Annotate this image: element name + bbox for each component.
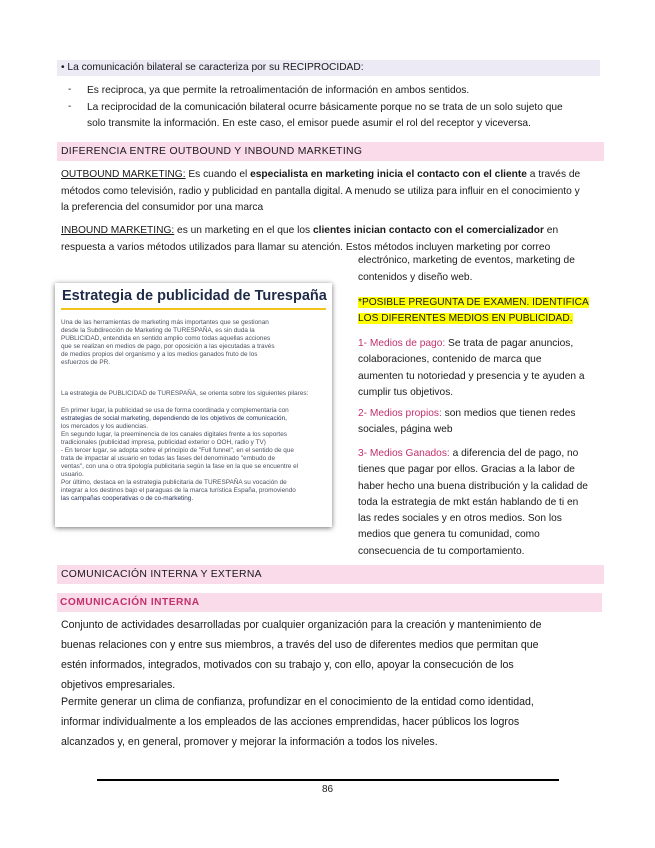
screenshot-strategy: La estrategia de PUBLICIDAD de TURESPAÑA, se orienta sobre los siguientes pilares: — [61, 390, 309, 397]
medios-ganados-line: a diferencia del de pago, no — [449, 448, 579, 459]
screenshot-intro-line: desde la Subdirección de Marketing de TURESPAÑA, es sin duda la — [61, 327, 255, 334]
inbound-line-1 — [61, 223, 601, 239]
inbound-continuation — [358, 253, 598, 286]
screenshot-pillars — [61, 407, 327, 503]
screenshot-pillar-line: usuario. — [61, 471, 84, 478]
subheading-comunicacion-interna: COMUNICACIÓN INTERNA — [57, 593, 602, 612]
screenshot-intro-line: de medios propios del organismo y a los medios ganados fruto de los — [61, 351, 258, 358]
medios-propios — [358, 406, 598, 439]
medios-pago-line: aumenten tu notoriedad y presencia y te ayuden a — [358, 370, 585, 382]
medios-pago — [358, 336, 598, 401]
medios-pago-line: Se trata de pagar anuncios, — [445, 338, 574, 349]
interna-p2-line: alcanzados y, en general, promover y mejorar la información a todos los niveles. — [61, 736, 438, 748]
screenshot-intro-line: que se realizan en medios de pago, por oposición a las ejecutadas a través — [61, 343, 275, 350]
medios-ganados-line: consecuencia de tu comportamiento. — [358, 545, 525, 557]
outbound-post: a través de — [526, 169, 581, 180]
interna-p1-line: Conjunto de actividades desarrolladas por cualquier organización para la creación y mantenimiento de — [61, 619, 542, 631]
medios-ganados-line: medios que genera tu comunidad, como — [358, 529, 540, 541]
reciprocity-bullet — [57, 60, 600, 76]
outbound-line-2: métodos como televisión, radio y publicidad en pantalla digital. A menudo se utiliza para influir en el conocimiento y — [61, 185, 580, 197]
interna-p1-line: objetivos empresariales. — [61, 679, 176, 691]
screenshot-pillar-line: Por último, destaca en la estrategia publicitaria de TURESPAÑA su vocación de — [61, 479, 287, 486]
interna-p1-line: estén informados, integrados, motivados con su trabajo y, con ello, apoyar la consecución de los — [61, 659, 514, 671]
screenshot-intro-line: PUBLICIDAD, entendida en sentido amplio como todas aquellas acciones — [61, 335, 271, 342]
medios-ganados-line: haber hecho una buena distribución y la calidad de — [358, 480, 588, 492]
dash-item-2-cont: solo transmite la información. En este caso, el emisor puede asumir el rol del receptor y viceversa. — [87, 118, 531, 129]
screenshot-pillar-line: integrar a los destinos bajo el paraguas de la marca turística España, promoviendo — [61, 487, 296, 494]
outbound-paragraph — [61, 167, 601, 216]
dash-marker: - — [68, 84, 72, 95]
exam-note-line-1: *POSIBLE PREGUNTA DE EXAMEN. IDENTIFICA — [358, 297, 589, 308]
turespana-screenshot — [55, 283, 332, 527]
outbound-line-1 — [61, 167, 601, 183]
screenshot-pillar-line: trata de impactar al usuario en todas las fases del denominado "embudo de — [61, 455, 276, 462]
medios-propios-label: 2- Medios propios: — [358, 408, 442, 419]
dash-item-1: Es reciproca, ya que permite la retroalimentación de información en ambos sentidos. — [87, 85, 470, 96]
page-number: 86 — [321, 784, 334, 795]
outbound-line-3: la preferencia del consumidor por una marca — [61, 202, 264, 213]
exam-note-line-2: LOS DIFERENTES MEDIOS EN PUBLICIDAD. — [358, 313, 573, 324]
medios-ganados-label: 3- Medios Ganados: — [358, 448, 450, 459]
interna-paragraph-1 — [61, 615, 595, 695]
screenshot-title-underline — [61, 308, 326, 310]
screenshot-pillar-line: los mercados y los audiencias. — [61, 423, 149, 430]
exam-note — [358, 295, 589, 327]
inbound-pre: es un marketing en el que los — [174, 225, 313, 236]
screenshot-pillar-line: estrategias de social marketing, dependiendo de los objetivos de comunicación, — [61, 415, 287, 422]
interna-p2-line: Permite generar un clima de confianza, profundizar en el conocimiento de la entidad como identidad, — [61, 696, 534, 708]
screenshot-pillar-line: En segundo lugar, la preeminencia de los canales digitales frente a los soportes — [61, 431, 287, 438]
medios-ganados-line: tienes que pagar por ellos. Gracias a la labor de — [358, 464, 575, 476]
medios-pago-line: colaboraciones, contenido de marca que — [358, 354, 542, 366]
outbound-bold: especialista en marketing inicia el contacto con el cliente — [250, 169, 527, 180]
screenshot-pillar-line: ventas", con una o otra tipología publicitaria según la fase en la que se encuentre el — [61, 463, 299, 470]
section-heading-outbound-inbound: DIFERENCIA ENTRE OUTBOUND Y INBOUND MARKETING — [57, 142, 604, 161]
reciprocity-intro: La comunicación bilateral se caracteriza por su RECIPROCIDAD: — [67, 62, 364, 73]
interna-p1-line: buenas relaciones con y entre sus miembros, a través del uso de diferentes medios que permitan que — [61, 639, 539, 651]
inbound-right-line-2: contenidos y diseño web. — [358, 271, 473, 283]
dash-item-2: La reciprocidad de la comunicación bilateral ocurre básicamente porque no se trata de un solo sujeto que — [87, 102, 563, 113]
interna-paragraph-2 — [61, 692, 595, 752]
medios-ganados-line: las redes sociales y en otros medios. Son los — [358, 513, 562, 525]
screenshot-intro-line: esfuerzos de PR. — [61, 359, 111, 366]
screenshot-intro-line: Una de las herramientas de marketing más importantes que se gestionan — [61, 319, 269, 326]
inbound-post: en — [543, 225, 559, 236]
dash-marker: - — [68, 101, 72, 112]
medios-propios-line: son medios que tienen redes — [441, 408, 576, 419]
outbound-pre: Es cuando el — [185, 169, 251, 180]
medios-propios-line: sociales, página web — [358, 424, 453, 436]
screenshot-pillar-line: - En tercer lugar, se adopta sobre el principio de "Full funnel", en el sentido de que — [61, 447, 294, 454]
footer-rule — [97, 779, 559, 781]
screenshot-pillar-line: las campañas cooperativas o de co-marketing. — [61, 495, 194, 502]
screenshot-pillar-line: tradicionales (publicidad impresa, publicidad exterior o OOH, radio y TV) — [61, 439, 266, 446]
medios-pago-label: 1- Medios de pago: — [358, 338, 446, 349]
section-heading-comunicacion: COMUNICACIÓN INTERNA Y EXTERNA — [57, 565, 604, 584]
screenshot-intro — [61, 319, 327, 367]
bullet-symbol: • — [61, 62, 65, 73]
medios-ganados-line: toda la estrategia de mkt están hablando de ti en — [358, 496, 579, 508]
screenshot-pillar-line: En primer lugar, la publicidad se usa de forma coordinada y complementaria con — [61, 407, 289, 414]
inbound-line-2: respuesta a varios métodos utilizados para llamar su atención. Estos métodos incluyen marketing por correo — [61, 241, 551, 253]
medios-ganados — [358, 446, 603, 560]
inbound-right-line-1: electrónico, marketing de eventos, marketing de — [358, 255, 575, 266]
inbound-paragraph — [61, 223, 601, 255]
medios-pago-line: cumplir tus objetivos. — [358, 386, 454, 398]
inbound-label: INBOUND MARKETING: — [61, 225, 175, 236]
inbound-bold: clientes inician contacto con el comercializador — [312, 225, 544, 236]
screenshot-title: Estrategia de publicidad de Turespaña — [62, 288, 327, 304]
outbound-label: OUTBOUND MARKETING: — [61, 169, 186, 180]
interna-p2-line: informar individualmente a los empleados de las acciones emprendidas, hacer públicos los logros — [61, 716, 520, 728]
